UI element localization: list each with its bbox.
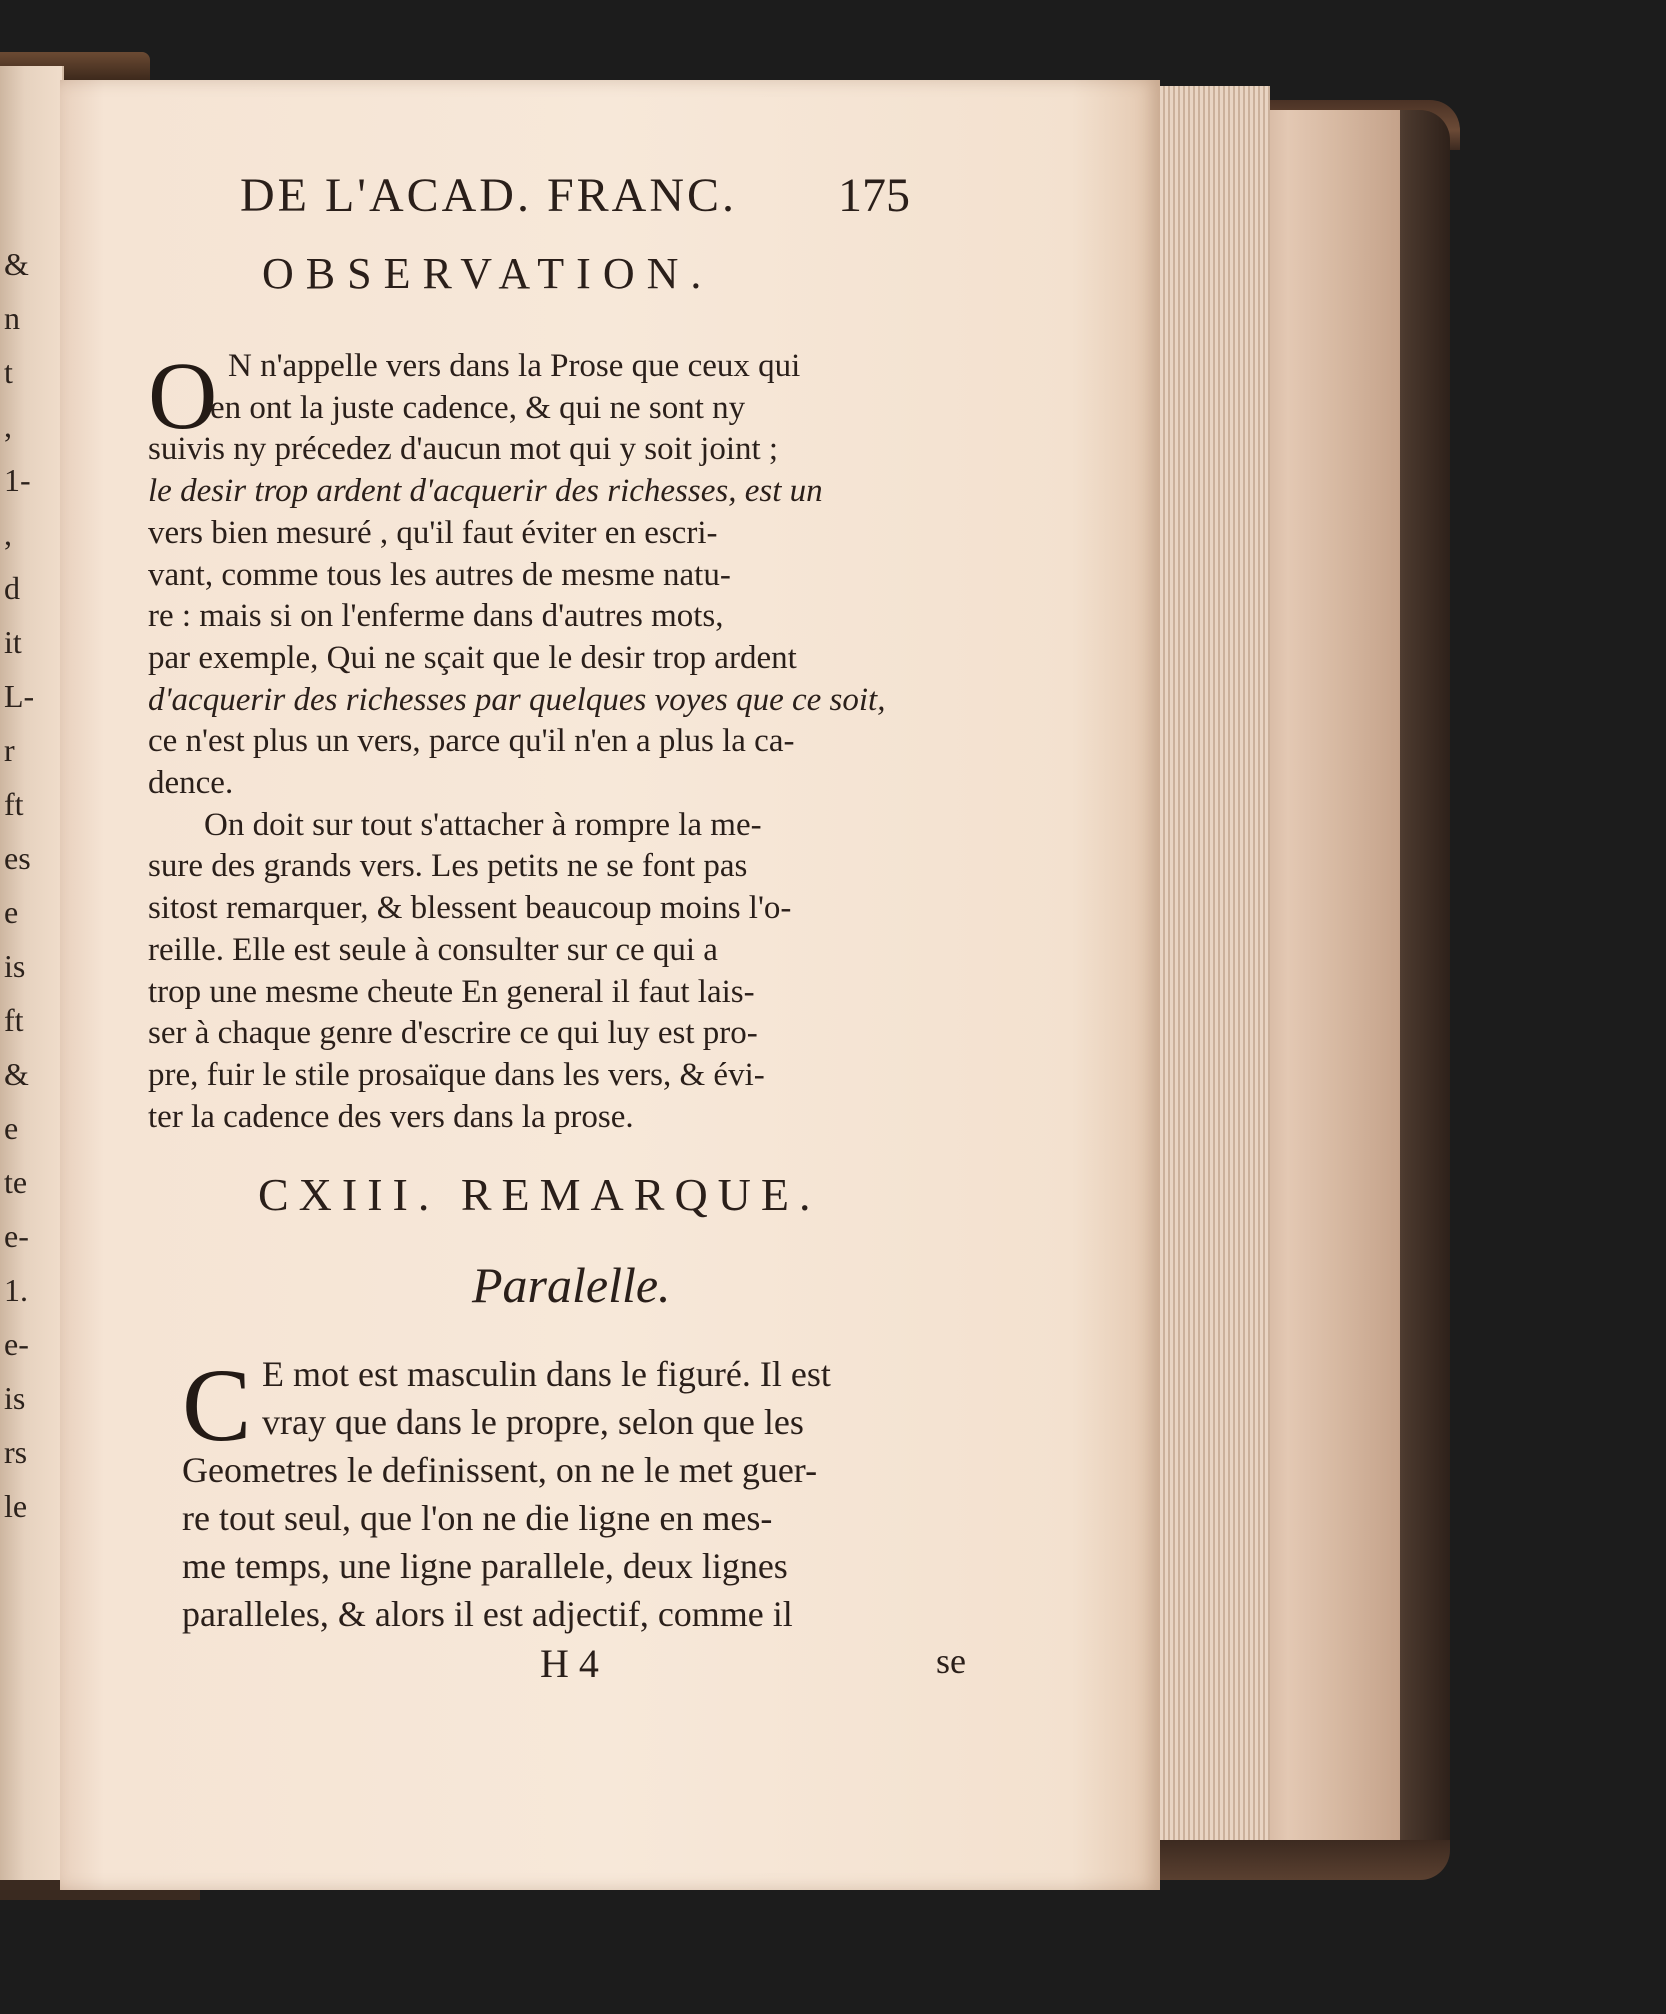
left-page-fragment: 1. (4, 1272, 28, 1308)
remarque-line: paralleles, & alors il est adjectif, comme il (182, 1594, 793, 1634)
observation-line: N n'appelle vers dans la Prose que ceux qui (228, 348, 801, 384)
left-page-fragment: r (4, 732, 15, 768)
left-page-fragment: t (4, 354, 13, 390)
left-page-fragment: te (4, 1164, 28, 1200)
observation-line: ser à chaque genre d'escrire ce qui luy est pro- (148, 1015, 758, 1052)
observation-line: vant, comme tous les autres de mesme natu- (148, 556, 731, 593)
observation-line: ce n'est plus un vers, parce qu'il n'en a plus la ca- (148, 723, 795, 760)
observation-line: suivis ny précedez d'aucun mot qui y soit joint ; (148, 431, 779, 468)
signature-mark: H 4 (540, 1641, 599, 1686)
remarque-line: E mot est masculin dans le figuré. Il est (262, 1354, 831, 1394)
remarque-subtitle: Paralelle. (472, 1257, 671, 1313)
left-page-fragment: 1- (4, 462, 31, 498)
left-page-fragment: & (4, 246, 29, 282)
remarque-line: me temps, une ligne parallele, deux lignes (182, 1546, 788, 1586)
remarque-title: CXIII. REMARQUE. (258, 1169, 821, 1220)
left-page-fragment: e (4, 1110, 19, 1146)
cover-bottom-edge (1150, 1840, 1450, 1880)
observation-line: sitost remarquer, & blessent beaucoup moins l'o- (148, 890, 792, 927)
observation-line: reille. Elle est seule à consulter sur ce qui a (148, 931, 718, 968)
observation-line: dence. (148, 765, 234, 801)
left-page-fragment: is (4, 1380, 26, 1416)
left-page-fragment: n (4, 300, 20, 336)
page-number: 175 (838, 169, 910, 222)
remarque-line: vray que dans le propre, selon que les (262, 1402, 804, 1442)
left-page-fragment: e- (4, 1218, 29, 1254)
left-page-fragment: ft (4, 786, 24, 822)
remarque-line: Geometres le definissent, on ne le met guer- (182, 1450, 818, 1490)
remarque-dropcap: C (182, 1348, 252, 1463)
observation-line: On doit sur tout s'attacher à rompre la me- (204, 806, 762, 843)
left-page-fragment: , (4, 516, 12, 552)
left-page-fragment: le (4, 1488, 28, 1524)
page-edges-stack (1150, 86, 1270, 1866)
observation-dropcap: O (148, 342, 218, 449)
left-page-fragment: , (4, 408, 12, 444)
observation-line: par exemple, Qui ne sçait que le desir trop ardent (148, 639, 797, 676)
observation-line: le desir trop ardent d'acquerir des richesses, est un (148, 473, 823, 510)
observation-line: sure des grands vers. Les petits ne se font pas (148, 848, 748, 885)
observation-line: ter la cadence des vers dans la prose. (148, 1098, 634, 1135)
observation-line: trop une mesme cheute En general il faut lais- (148, 973, 755, 1010)
observation-line: re : mais si on l'enferme dans d'autres mots, (148, 598, 724, 635)
observation-line: vers bien mesuré , qu'il faut éviter en escri- (148, 514, 718, 551)
left-page-fragment: es (4, 840, 31, 876)
left-page-fragment: rs (4, 1434, 28, 1470)
left-page-fragment: is (4, 948, 26, 984)
observation-line: pre, fuir le stile prosaïque dans les vers, & évi- (148, 1056, 765, 1093)
observation-title: OBSERVATION. (262, 249, 714, 298)
left-page-fragment: d (4, 570, 20, 606)
left-page-fragment: ft (4, 1002, 24, 1038)
catchword: se (936, 1641, 966, 1681)
left-page-fragment: e (4, 894, 19, 930)
left-page-fragment: it (4, 624, 22, 660)
observation-line: en ont la juste cadence, & qui ne sont ny (210, 389, 746, 426)
remarque-line: re tout seul, que l'on ne die ligne en mes- (182, 1498, 773, 1538)
left-page-fragment: & (4, 1056, 29, 1092)
left-page-fragment: L- (4, 678, 35, 714)
left-page-fragment: e- (4, 1326, 29, 1362)
observation-line: d'acquerir des richesses par quelques voyes que ce soit, (148, 681, 886, 718)
running-head: DE L'ACAD. FRANC. (240, 169, 738, 222)
